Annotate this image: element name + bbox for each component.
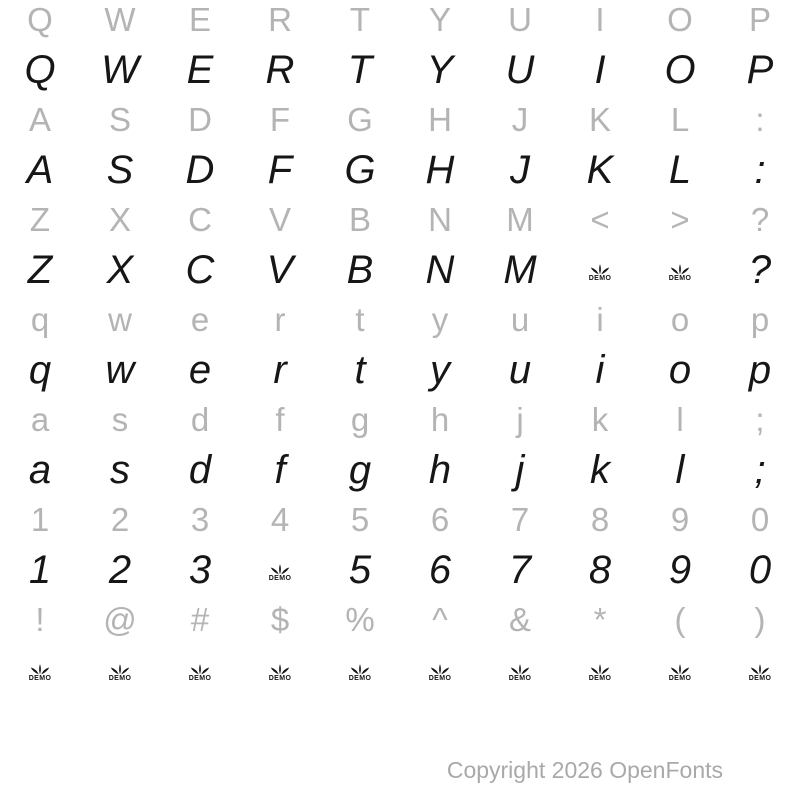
glyph-cell: % [345,601,375,638]
glyph-cell: # [190,601,210,638]
demo-glyph [429,663,452,682]
glyph-cell: A [28,101,51,138]
reference-row [0,600,800,640]
glyph-cell: B [346,247,374,292]
glyph-cell: T [347,47,373,92]
glyph-row-pair [0,400,800,500]
glyph-cell: R [268,1,292,38]
glyph-cell: 6 [430,501,450,538]
demo-glyph-cell [400,640,480,700]
reference-row [0,200,800,240]
glyph-cell: l [676,401,684,438]
glyph-cell: N [425,247,455,292]
glyph-cell: K [588,101,611,138]
glyph-cell: X [106,247,134,292]
specimen-row [0,340,800,400]
specimen-row [0,240,800,300]
glyph-cell: i [595,347,605,392]
demo-label: DEMO [108,674,132,682]
demo-glyph [589,663,612,682]
glyph-cell: q [30,301,50,338]
demo-glyph [269,663,292,682]
demo-fleuron-icon [669,263,691,275]
demo-glyph-cell [0,640,80,700]
glyph-cell: F [269,101,291,138]
glyph-cell: G [347,101,373,138]
glyph-cell: d [188,447,212,492]
glyph-row-pair [0,100,800,200]
glyph-cell: Y [426,47,454,92]
demo-glyph-cell [560,640,640,700]
glyph-cell: t [354,347,366,392]
demo-glyph [669,263,692,282]
specimen-row [0,440,800,500]
demo-fleuron-icon [749,663,771,675]
glyph-cell: @ [103,601,137,638]
glyph-cell: 9 [668,547,692,592]
demo-fleuron-icon [429,663,451,675]
glyph-cell: W [104,1,136,38]
demo-label: DEMO [268,674,292,682]
glyph-cell: u [508,347,532,392]
glyph-cell: 9 [670,501,690,538]
demo-glyph-cell [240,540,320,600]
glyph-cell: R [265,47,295,92]
glyph-cell: 7 [510,501,530,538]
glyph-cell: J [510,147,530,192]
glyph-cell: p [750,301,770,338]
glyph-cell: U [508,1,532,38]
specimen-row [0,140,800,200]
glyph-cell: ! [35,601,45,638]
glyph-cell: 5 [348,547,372,592]
glyph-cell: W [101,47,139,92]
glyph-cell: s [110,447,130,492]
demo-glyph [109,663,132,682]
glyph-cell: i [596,301,604,338]
glyph-cell: w [108,301,132,338]
demo-label: DEMO [428,674,452,682]
demo-glyph-cell [320,640,400,700]
demo-glyph [269,563,292,582]
glyph-cell: p [748,347,772,392]
glyph-cell: 3 [188,547,212,592]
glyph-row-pair [0,600,800,700]
demo-label: DEMO [28,674,52,682]
reference-row [0,400,800,440]
demo-label: DEMO [748,674,772,682]
glyph-cell: A [26,147,54,192]
glyph-cell: I [594,47,606,92]
glyph-cell: P [746,47,774,92]
glyph-cell: C [188,201,212,238]
glyph-cell: H [428,101,452,138]
glyph-cell: ^ [432,601,448,638]
glyph-cell: o [668,347,692,392]
demo-label: DEMO [588,674,612,682]
glyph-cell: e [188,347,212,392]
demo-label: DEMO [268,574,292,582]
glyph-cell: J [511,101,529,138]
demo-fleuron-icon [349,663,371,675]
glyph-row-pair [0,500,800,600]
glyph-cell: U [505,47,535,92]
glyph-cell: k [591,401,609,438]
glyph-cell: D [185,147,215,192]
reference-row [0,0,800,40]
glyph-cell: E [186,47,214,92]
demo-glyph [749,663,772,682]
glyph-cell: y [430,347,450,392]
glyph-cell: d [190,401,210,438]
glyph-cell: 2 [110,501,130,538]
glyph-cell: r [274,301,286,338]
glyph-cell: l [675,447,685,492]
glyph-cell: 0 [748,547,772,592]
glyph-cell: H [425,147,455,192]
glyph-cell: 4 [270,501,290,538]
demo-glyph-cell [160,640,240,700]
glyph-row-pair [0,200,800,300]
glyph-cell: M [506,201,534,238]
demo-glyph-cell [640,640,720,700]
demo-label: DEMO [348,674,372,682]
glyph-cell: g [348,447,372,492]
demo-glyph-cell [720,640,800,700]
glyph-cell: K [586,147,614,192]
glyph-cell: 0 [750,501,770,538]
glyph-cell: o [670,301,690,338]
glyph-cell: 1 [28,547,52,592]
glyph-cell: N [428,201,452,238]
demo-label: DEMO [668,674,692,682]
glyph-cell: Z [29,201,51,238]
glyph-cell: e [190,301,210,338]
demo-glyph [509,663,532,682]
glyph-cell: u [510,301,530,338]
demo-fleuron-icon [669,663,691,675]
glyph-cell: Q [24,47,56,92]
demo-glyph-cell [240,640,320,700]
glyph-cell: h [430,401,450,438]
glyph-cell: Z [27,247,53,292]
demo-label: DEMO [508,674,532,682]
glyph-cell: a [30,401,50,438]
glyph-cell: 3 [190,501,210,538]
specimen-row [0,40,800,100]
specimen-row [0,640,800,700]
specimen-row [0,540,800,600]
demo-glyph [189,663,212,682]
demo-glyph-cell [640,240,720,300]
demo-glyph [669,663,692,682]
glyph-cell: I [595,1,605,38]
glyph-cell: < [590,201,610,238]
demo-glyph-cell [480,640,560,700]
glyph-cell: O [667,1,693,38]
reference-row [0,300,800,340]
glyph-cell: Q [27,1,53,38]
glyph-cell: 1 [30,501,50,538]
demo-fleuron-icon [269,663,291,675]
glyph-cell: L [668,147,692,192]
glyph-cell: V [268,201,291,238]
reference-row [0,500,800,540]
glyph-cell: X [108,201,131,238]
glyph-cell: 8 [588,547,612,592]
glyph-cell: & [508,601,531,638]
glyph-cell: : [755,101,765,138]
glyph-cell: P [748,1,771,38]
demo-label: DEMO [188,674,212,682]
demo-fleuron-icon [29,663,51,675]
glyph-cell: O [664,47,696,92]
glyph-cell: g [350,401,370,438]
glyph-cell: ) [754,601,766,638]
glyph-cell: ( [674,601,686,638]
glyph-row-pair [0,300,800,400]
demo-fleuron-icon [109,663,131,675]
glyph-cell: 8 [590,501,610,538]
demo-fleuron-icon [589,663,611,675]
glyph-cell: a [28,447,52,492]
glyph-cell: $ [270,601,290,638]
glyph-cell: 2 [108,547,132,592]
glyph-cell: k [590,447,610,492]
reference-row [0,100,800,140]
glyph-cell: V [266,247,294,292]
glyph-cell: M [503,247,537,292]
copyright-text: Copyright 2026 OpenFonts [446,757,723,783]
demo-fleuron-icon [509,663,531,675]
glyph-cell: F [267,147,293,192]
glyph-cell: r [273,347,287,392]
demo-fleuron-icon [189,663,211,675]
glyph-cell: y [431,301,449,338]
glyph-cell: f [274,447,286,492]
glyph-cell: h [428,447,452,492]
glyph-row-pair [0,0,800,100]
demo-glyph-cell [80,640,160,700]
glyph-cell: > [670,201,690,238]
glyph-cell: B [348,201,371,238]
glyph-cell: ; [755,401,765,438]
glyph-cell: 5 [350,501,370,538]
demo-glyph [29,663,52,682]
glyph-cell: G [344,147,376,192]
demo-glyph-cell [560,240,640,300]
glyph-cell: T [349,1,371,38]
glyph-cell: j [515,447,525,492]
glyph-cell: s [111,401,129,438]
glyph-cell: 6 [428,547,452,592]
glyph-cell: ? [748,247,772,292]
demo-glyph [589,263,612,282]
glyph-cell: C [185,247,215,292]
glyph-cell: L [670,101,690,138]
demo-label: DEMO [588,274,612,282]
demo-fleuron-icon [589,263,611,275]
glyph-cell: w [105,347,135,392]
glyph-cell: Y [428,1,451,38]
glyph-cell: E [188,1,211,38]
glyph-cell: * [593,601,607,638]
glyph-cell: f [275,401,285,438]
glyph-cell: S [106,147,134,192]
glyph-cell: S [108,101,131,138]
glyph-cell: 7 [508,547,532,592]
glyph-cell: q [28,347,52,392]
glyph-cell: : [754,147,766,192]
glyph-cell: ? [750,201,770,238]
glyph-cell: t [355,301,365,338]
glyph-cell: D [188,101,212,138]
glyph-cell: j [516,401,524,438]
demo-label: DEMO [668,274,692,282]
glyph-cell: ; [754,447,766,492]
demo-fleuron-icon [269,563,291,575]
demo-glyph [349,663,372,682]
